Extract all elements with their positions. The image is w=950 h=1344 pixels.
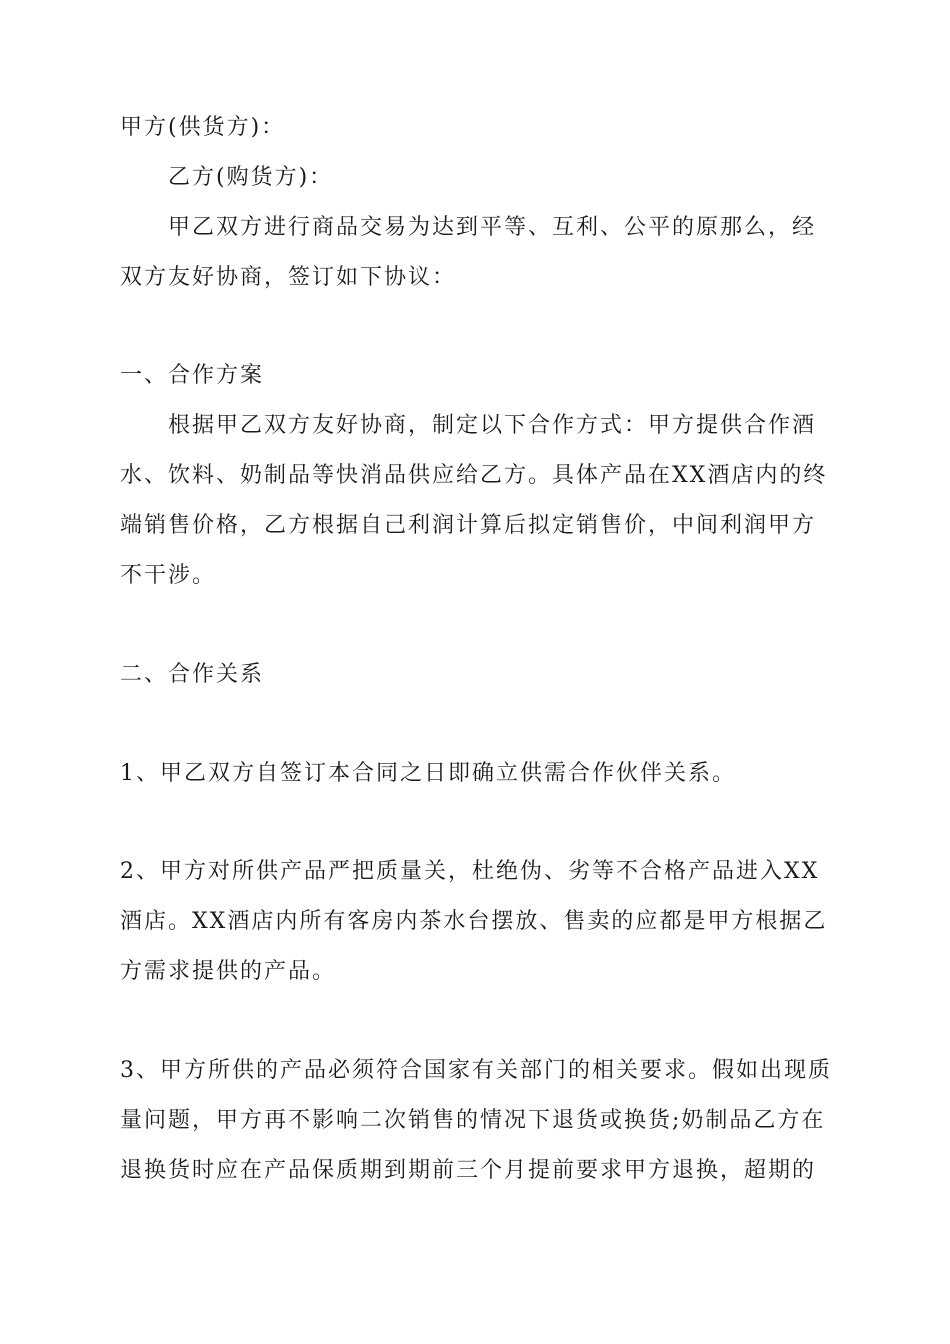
intro-paragraph — [120, 203, 832, 303]
item3-line-2: 量问题，甲方再不影响二次销售的情况下退货或换货;奶制品乙方在 — [120, 1108, 826, 1133]
item3-line-3: 退换货时应在产品保质期到期前三个月提前要求甲方退换，超期的 — [120, 1158, 817, 1183]
intro-line-1: 甲乙双方进行商品交易为达到平等、互利、公平的原那么，经 — [168, 215, 817, 240]
party-b-text: 乙方(购货方)： — [168, 165, 334, 190]
section1-paragraph — [120, 401, 832, 601]
section2-item-3 — [120, 1046, 832, 1196]
item2-line-1: 2、甲方对所供产品严把质量关，杜绝伪、劣等不合格产品进入XX — [120, 859, 820, 884]
item2-line-3: 方需求提供的产品。 — [120, 959, 337, 984]
section1-line-4: 不干涉。 — [120, 563, 217, 588]
party-a-text: 甲方(供货方)： — [120, 115, 286, 140]
item3-line-1: 3、甲方所供的产品必须符合国家有关部门的相关要求。假如出现质 — [120, 1058, 832, 1083]
section1-line-1: 根据甲乙双方友好协商，制定以下合作方式：甲方提供合作酒 — [168, 413, 817, 438]
section1-heading-text: 一、合作方案 — [120, 363, 265, 388]
section2-item-2 — [120, 847, 832, 997]
section1-line-3: 端销售价格，乙方根据自己利润计算后拟定销售价，中间利润甲方 — [120, 513, 817, 538]
party-a-line — [120, 103, 832, 153]
section1-heading — [120, 351, 832, 401]
section2-heading — [120, 650, 832, 700]
section2-heading-text: 二、合作关系 — [120, 662, 265, 687]
party-b-line — [168, 153, 832, 203]
section2-item-1 — [120, 749, 832, 799]
intro-line-2: 双方友好协商，签订如下协议： — [120, 265, 457, 290]
section1-line-2: 水、饮料、奶制品等快消品供应给乙方。具体产品在XX酒店内的终 — [120, 463, 828, 488]
item1-line-1: 1、甲乙双方自签订本合同之日即确立供需合作伙伴关系。 — [120, 761, 736, 786]
item2-line-2: 酒店。XX酒店内所有客房内茶水台摆放、售卖的应都是甲方根据乙 — [120, 909, 828, 934]
